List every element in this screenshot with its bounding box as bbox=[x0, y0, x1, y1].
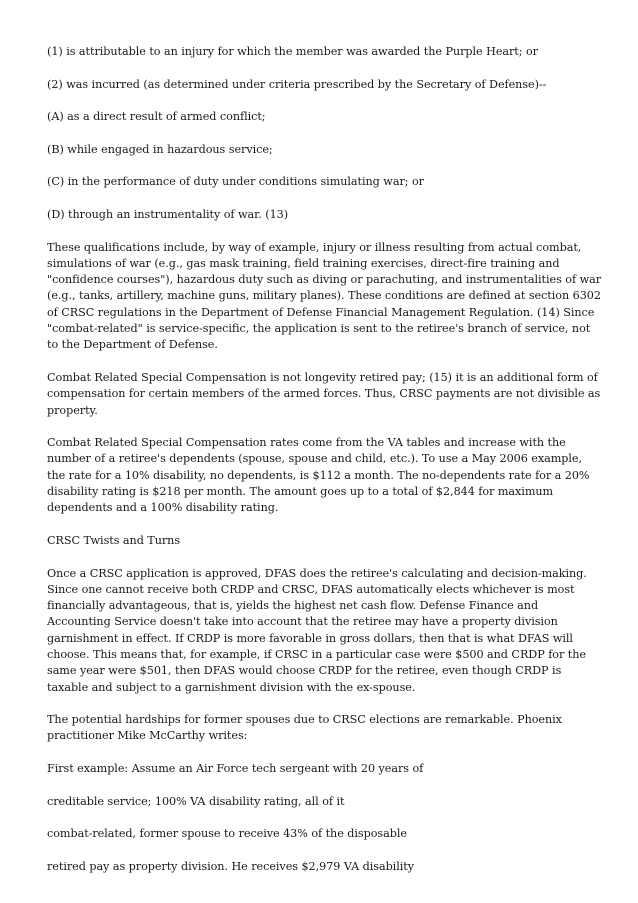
example-line-2: creditable service; 100% VA disability rating, all of it bbox=[47, 794, 345, 808]
document-page bbox=[47, 44, 602, 891]
qualifications-paragraph: These qualifications include, by way of example, injury or illness resulting from actual combat, simulations of war (e.g., gas mask training, field training exercises, direct-fire training and "confidence courses"), hazardous duty such as diving or parachuting, and instrumentalities of war (e.g., tanks, artillery, machine guns, military planes). These conditions are defined at section 6302 of CRSC regulations in the Department of Defense Financial Management Regulation. (14) Since "combat-related" is service-specific, the application is sent to the retiree's branch of service, not to the Department of Defense. bbox=[47, 240, 602, 352]
example-line-4: retired pay as property division. He receives $2,979 VA disability bbox=[47, 859, 414, 873]
criteria-item-1: (1) is attributable to an injury for which the member was awarded the Purple Heart; or bbox=[47, 45, 538, 58]
hardships-paragraph: The potential hardships for former spouses due to CRSC elections are remarkable. Phoenix practitioner Mike McCarthy writes: bbox=[47, 713, 562, 743]
section-heading: CRSC Twists and Turns bbox=[47, 533, 181, 547]
criteria-item-d: (D) through an instrumentality of war. (13) bbox=[47, 207, 289, 221]
criteria-item-b: (B) while engaged in hazardous service; bbox=[47, 142, 273, 156]
criteria-item-a: (A) as a direct result of armed conflict; bbox=[47, 110, 266, 124]
criteria-item-c: (C) in the performance of duty under conditions simulating war; or bbox=[47, 175, 424, 189]
criteria-item-2: (2) was incurred (as determined under criteria prescribed by the Secretary of Defense)-- bbox=[47, 77, 547, 91]
example-line-3: combat-related, former spouse to receive 43% of the disposable bbox=[47, 827, 407, 841]
example-line-1: First example: Assume an Air Force tech sergeant with 20 years of bbox=[47, 762, 424, 776]
longevity-paragraph: Combat Related Special Compensation is not longevity retired pay; (15) it is an additional form of compensation for certain members of the armed forces. Thus, CRSC payments are not divisible as property. bbox=[47, 370, 601, 417]
rates-paragraph: Combat Related Special Compensation rates come from the VA tables and increase with the number of a retiree's dependents (spouse, spouse and child, etc.). To use a May 2006 example, the rate for a 10% disability, no dependents, is $112 a month. The no-dependents rate for a 20% disability rating is $218 per month. The amount goes up to a total of $2,844 for maximum dependents and a 100% disability rating. bbox=[47, 436, 590, 515]
dfas-paragraph: Once a CRSC application is approved, DFAS does the retiree's calculating and decision-making. Since one cannot receive both CRDP and CRSC, DFAS automatically elects whichever is most financially advantageous, that is, yields the highest net cash flow. Defense Finance and Accounting Service doesn't take into account that the retiree may have a property division garnishment in effect. If CRDP is more favorable in gross dollars, then that is what DFAS will choose. This means that, for example, if CRSC in a particular case were $500 and CRDP for the same year were $501, then DFAS would choose CRDP for the retiree, even though CRDP is taxable and subject to a garnishment division with the ex-spouse. bbox=[47, 566, 587, 694]
